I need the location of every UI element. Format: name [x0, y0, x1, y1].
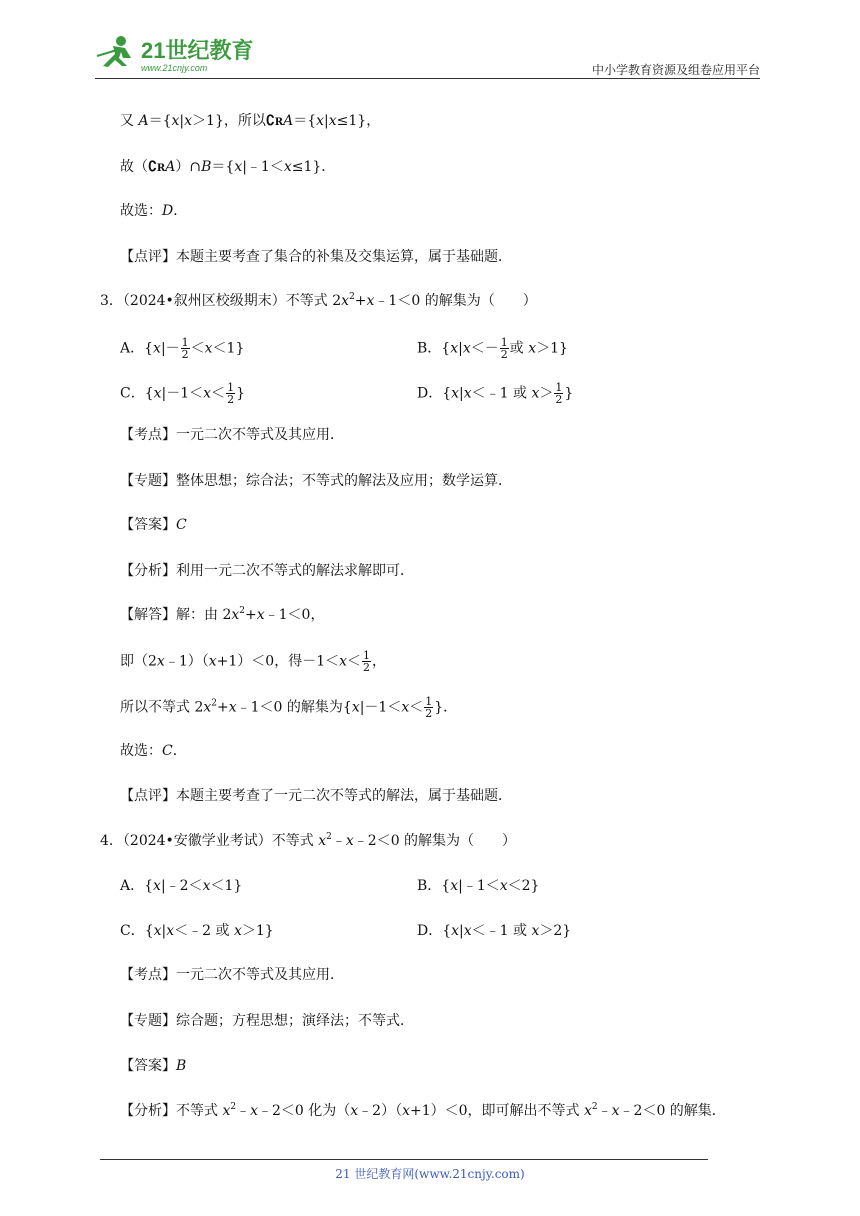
prev-solution-line-2: 故（∁RA）∩B＝{x|﹣1＜x≤1}． — [120, 159, 336, 175]
q4-option-b: B．{x|﹣1＜x＜2} — [417, 878, 540, 894]
q3-option-c: C．{x|－1＜x＜ $\frac{1}{2}$ } — [120, 381, 245, 406]
header-platform-label: 中小学教育资源及组卷应用平台 — [591, 63, 760, 77]
prev-comment: 【点评】本题主要考查了集合的补集及交集运算，属于基础题． — [120, 249, 512, 265]
logo-url: www.21cnjy.com — [141, 63, 208, 73]
q4-kaodian: 【考点】一元二次不等式及其应用． — [120, 967, 344, 983]
q3-option-d: D．{x|x＜﹣1 或 x＞ $\frac{1}{2}$ } — [417, 381, 574, 406]
q3-solution-line-2: 即（2x﹣1）（x+1）＜0，得－1＜x＜ $\frac{1}{2}$ ， — [120, 649, 387, 674]
footer-link[interactable]: 21 世纪教育网(www.21cnjy.com) — [335, 1167, 525, 1181]
q4-option-d: D．{x|x＜﹣1 或 x＞2} — [417, 923, 572, 939]
header-divider — [95, 78, 760, 79]
page-header — [95, 30, 760, 78]
logo-21cnjy — [95, 32, 265, 74]
q3-option-b: B．{x|x＜－ $\frac{1}{2}$ 或 x＞1} — [417, 336, 568, 361]
q3-answer: 【答案】C — [120, 517, 187, 533]
q3-comment: 【点评】本题主要考查了一元二次不等式的解法，属于基础题． — [120, 788, 512, 804]
prev-answer-choice: 故选：D． — [120, 203, 188, 219]
q4-zhuanti: 【专题】综合题；方程思想；演绎法；不等式． — [120, 1013, 414, 1029]
q3-solution-line-1: 【解答】解：由 $2x^2+x﹣1<0$， — [120, 606, 325, 623]
logo-text: 21世纪教育 — [141, 38, 254, 63]
q3-option-a: A．{x|－ $\frac{1}{2}$ ＜x＜1} — [120, 336, 245, 361]
q3-stem: 3．（2024•叙州区校级期末）不等式 $2x^2+x﹣1<0$ 的解集为（ ） — [100, 292, 537, 309]
q3-kaodian: 【考点】一元二次不等式及其应用． — [120, 427, 344, 443]
q3-solution-line-3: 所以不等式 $2x^2+x﹣1<0$ 的解集为{x|－1＜x＜ $\frac{1}{2}$ }． — [120, 695, 458, 720]
q4-answer: 【答案】B — [120, 1058, 187, 1074]
q4-option-c: C．{x|x＜﹣2 或 x＞1} — [120, 923, 274, 939]
q3-analysis: 【分析】利用一元二次不等式的解法求解即可． — [120, 563, 414, 579]
q3-zhuanti: 【专题】整体思想；综合法；不等式的解法及应用；数学运算． — [120, 473, 512, 489]
footer-divider — [100, 1159, 708, 1160]
q3-final-choice: 故选：C． — [120, 743, 187, 759]
q4-option-a: A．{x|﹣2＜x＜1} — [120, 878, 243, 894]
prev-solution-line-1: 又 A＝{x|x＞1}，所以∁RA＝{x|x≤1}， — [120, 113, 381, 129]
q4-stem: 4．（2024•安徽学业考试）不等式 $x^2﹣x﹣2<0$ 的解集为（ ） — [100, 832, 517, 849]
q4-analysis: 【分析】不等式 $x^2﹣x﹣2<0$ 化为（x﹣2）（x+1）＜0，即可解出不等式 $x^2﹣x﹣2<0$ 的解集． — [120, 1102, 726, 1119]
